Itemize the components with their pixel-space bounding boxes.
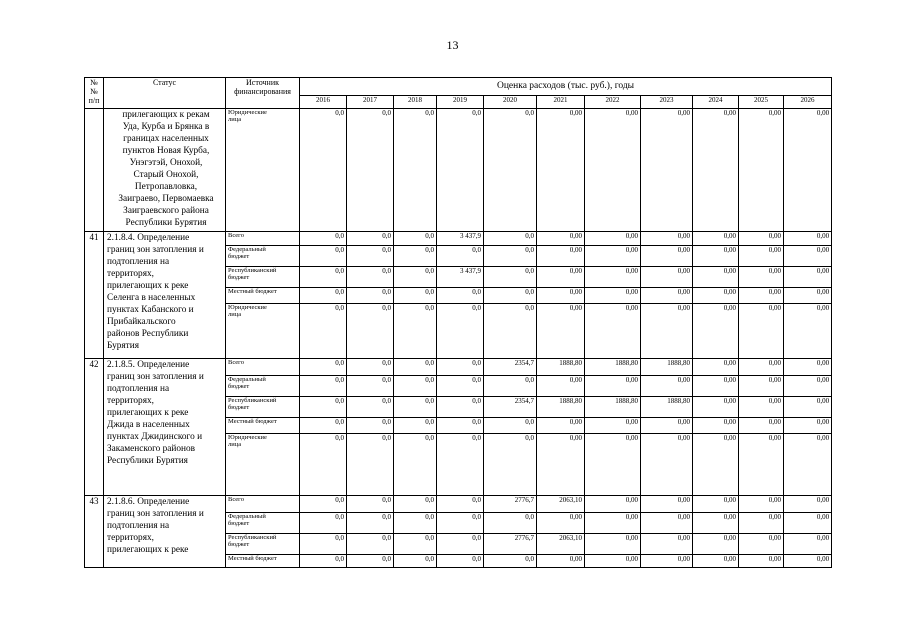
funding-source: Юридические лица: [226, 434, 300, 496]
cost-cell-2020: 2354,7: [484, 397, 537, 418]
cost-cell-2019: 0,0: [437, 304, 484, 359]
cost-cell-2026: 0,00: [784, 232, 832, 246]
cost-cell-2021: 0,00: [537, 513, 585, 534]
cost-cell-2022: 0,00: [585, 109, 641, 232]
cost-cell-2025: 0,00: [739, 434, 784, 496]
cost-cell-2016: 0,0: [300, 288, 347, 304]
cost-cell-2022: 0,00: [585, 513, 641, 534]
year-header-2024: 2024: [693, 95, 739, 108]
cost-cell-2022: 1888,80: [585, 397, 641, 418]
cost-cell-2016: 0,0: [300, 109, 347, 232]
cost-cell-2024: 0,00: [693, 397, 739, 418]
cost-cell-2024: 0,00: [693, 109, 739, 232]
cost-cell-2022: 0,00: [585, 304, 641, 359]
cost-cell-2023: 0,00: [641, 418, 693, 434]
cost-cell-2024: 0,00: [693, 288, 739, 304]
cost-cell-2022: 0,00: [585, 555, 641, 568]
cost-cell-2026: 0,00: [784, 267, 832, 288]
funding-source: Всего: [226, 232, 300, 246]
cost-cell-2021: 0,00: [537, 376, 585, 397]
cost-cell-2018: 0,0: [394, 397, 437, 418]
cost-cell-2019: 0,0: [437, 376, 484, 397]
table-row: [85, 359, 832, 376]
table-body: [85, 109, 832, 568]
cost-cell-2025: 0,00: [739, 232, 784, 246]
cost-cell-2023: 1888,80: [641, 359, 693, 376]
cost-cell-2024: 0,00: [693, 267, 739, 288]
funding-source: Республиканский бюджет: [226, 267, 300, 288]
cost-cell-2020: 0,0: [484, 246, 537, 267]
cost-cell-2021: 0,00: [537, 555, 585, 568]
funding-source: Республиканский бюджет: [226, 534, 300, 555]
col-header-no: № № п/п: [85, 78, 104, 109]
cost-cell-2023: 0,00: [641, 434, 693, 496]
col-header-cost: Оценка расходов (тыс. руб.), годы: [300, 78, 832, 96]
cost-cell-2020: 2354,7: [484, 359, 537, 376]
cost-cell-2025: 0,00: [739, 288, 784, 304]
cost-cell-2020: 0,0: [484, 376, 537, 397]
year-header-2023: 2023: [641, 95, 693, 108]
cost-cell-2026: 0,00: [784, 555, 832, 568]
cost-cell-2025: 0,00: [739, 397, 784, 418]
cost-cell-2026: 0,00: [784, 359, 832, 376]
cost-cell-2021: 0,00: [537, 418, 585, 434]
cost-cell-2021: 2063,10: [537, 496, 585, 513]
cost-cell-2017: 0,0: [347, 232, 394, 246]
year-header-2019: 2019: [437, 95, 484, 108]
cost-cell-2019: 0,0: [437, 555, 484, 568]
cost-cell-2017: 0,0: [347, 397, 394, 418]
cost-cell-2025: 0,00: [739, 534, 784, 555]
cost-cell-2025: 0,00: [739, 359, 784, 376]
cost-cell-2016: 0,0: [300, 434, 347, 496]
cost-cell-2016: 0,0: [300, 376, 347, 397]
cost-cell-2019: 0,0: [437, 288, 484, 304]
cost-cell-2021: 1888,80: [537, 397, 585, 418]
cost-cell-2021: 0,00: [537, 304, 585, 359]
year-header-2018: 2018: [394, 95, 437, 108]
cost-cell-2022: 1888,80: [585, 359, 641, 376]
cost-cell-2023: 0,00: [641, 109, 693, 232]
cost-cell-2018: 0,0: [394, 304, 437, 359]
row-number: 41: [85, 232, 104, 359]
funding-source: Местный бюджет: [226, 418, 300, 434]
cost-cell-2019: 3 437,9: [437, 267, 484, 288]
cost-cell-2017: 0,0: [347, 376, 394, 397]
row-number: 42: [85, 359, 104, 496]
cost-cell-2017: 0,0: [347, 246, 394, 267]
cost-cell-2018: 0,0: [394, 288, 437, 304]
cost-cell-2017: 0,0: [347, 418, 394, 434]
cost-cell-2024: 0,00: [693, 304, 739, 359]
cost-cell-2023: 0,00: [641, 304, 693, 359]
cost-cell-2026: 0,00: [784, 496, 832, 513]
cost-cell-2022: 0,00: [585, 232, 641, 246]
cost-cell-2025: 0,00: [739, 246, 784, 267]
cost-cell-2017: 0,0: [347, 267, 394, 288]
row-status: 2.1.8.4. Определение границ зон затопления и подтопления на территорях, прилегающих к реке Селенга в населенных пунктах Кабанского и Прибайкальского районов Республики Бурятия: [104, 232, 226, 359]
cost-cell-2018: 0,0: [394, 434, 437, 496]
funding-source: Республиканский бюджет: [226, 397, 300, 418]
cost-cell-2023: 0,00: [641, 232, 693, 246]
cost-cell-2021: 1888,80: [537, 359, 585, 376]
row-status: прилегающих к рекам Уда, Курба и Брянка в границах населенных пунктов Новая Курба, Унэгэтэй, Онохой, Старый Онохой, Петропавловка, Заиграево, Первомаевка Заиграевского района Республики Бурятия: [104, 109, 226, 232]
cost-cell-2016: 0,0: [300, 359, 347, 376]
year-header-2022: 2022: [585, 95, 641, 108]
funding-source: Всего: [226, 496, 300, 513]
cost-cell-2025: 0,00: [739, 418, 784, 434]
cost-cell-2020: 0,0: [484, 109, 537, 232]
table-row: [85, 496, 832, 513]
cost-cell-2017: 0,0: [347, 288, 394, 304]
cost-cell-2024: 0,00: [693, 434, 739, 496]
cost-cell-2022: 0,00: [585, 267, 641, 288]
cost-cell-2016: 0,0: [300, 304, 347, 359]
cost-cell-2025: 0,00: [739, 555, 784, 568]
funding-source: Федеральный бюджет: [226, 513, 300, 534]
cost-cell-2025: 0,00: [739, 513, 784, 534]
cost-cell-2025: 0,00: [739, 109, 784, 232]
cost-cell-2017: 0,0: [347, 496, 394, 513]
cost-cell-2018: 0,0: [394, 534, 437, 555]
cost-cell-2018: 0,0: [394, 232, 437, 246]
funding-source: Федеральный бюджет: [226, 376, 300, 397]
cost-cell-2023: 0,00: [641, 555, 693, 568]
cost-cell-2024: 0,00: [693, 513, 739, 534]
cost-cell-2025: 0,00: [739, 304, 784, 359]
year-header-2016: 2016: [300, 95, 347, 108]
cost-cell-2016: 0,0: [300, 534, 347, 555]
cost-cell-2021: 0,00: [537, 246, 585, 267]
cost-cell-2026: 0,00: [784, 534, 832, 555]
cost-cell-2020: 0,0: [484, 418, 537, 434]
cost-cell-2020: 0,0: [484, 555, 537, 568]
cost-cell-2019: 0,0: [437, 246, 484, 267]
cost-cell-2020: 0,0: [484, 267, 537, 288]
cost-cell-2022: 0,00: [585, 496, 641, 513]
cost-cell-2020: 0,0: [484, 288, 537, 304]
cost-cell-2026: 0,00: [784, 513, 832, 534]
cost-cell-2018: 0,0: [394, 496, 437, 513]
cost-cell-2016: 0,0: [300, 246, 347, 267]
cost-cell-2019: 0,0: [437, 109, 484, 232]
year-header-2020: 2020: [484, 95, 537, 108]
funding-source: Юридические лица: [226, 304, 300, 359]
cost-cell-2017: 0,0: [347, 513, 394, 534]
budget-table: [84, 77, 832, 568]
cost-cell-2024: 0,00: [693, 534, 739, 555]
cost-cell-2019: 0,0: [437, 418, 484, 434]
cost-cell-2016: 0,0: [300, 513, 347, 534]
cost-cell-2017: 0,0: [347, 109, 394, 232]
row-status: 2.1.8.5. Определение границ зон затопления и подтопления на территорях, прилегающих к реке Джида в населенных пунктах Джидинского и Закаменского районов Республики Бурятия: [104, 359, 226, 496]
cost-cell-2024: 0,00: [693, 496, 739, 513]
cost-cell-2023: 0,00: [641, 534, 693, 555]
table-row: [85, 109, 832, 232]
cost-cell-2018: 0,0: [394, 267, 437, 288]
funding-source: Местный бюджет: [226, 288, 300, 304]
cost-cell-2024: 0,00: [693, 359, 739, 376]
cost-cell-2023: 0,00: [641, 513, 693, 534]
cost-cell-2017: 0,0: [347, 555, 394, 568]
cost-cell-2019: 0,0: [437, 397, 484, 418]
cost-cell-2018: 0,0: [394, 513, 437, 534]
funding-source: Юридические лица: [226, 109, 300, 232]
cost-cell-2019: 0,0: [437, 534, 484, 555]
cost-cell-2020: 0,0: [484, 434, 537, 496]
cost-cell-2017: 0,0: [347, 359, 394, 376]
cost-cell-2024: 0,00: [693, 555, 739, 568]
col-header-source: Источник финансирования: [226, 78, 300, 109]
table-row: [85, 232, 832, 246]
cost-cell-2026: 0,00: [784, 397, 832, 418]
cost-cell-2022: 0,00: [585, 376, 641, 397]
cost-cell-2026: 0,00: [784, 109, 832, 232]
cost-cell-2016: 0,0: [300, 555, 347, 568]
cost-cell-2021: 0,00: [537, 434, 585, 496]
year-header-2025: 2025: [739, 95, 784, 108]
year-header-2017: 2017: [347, 95, 394, 108]
cost-cell-2024: 0,00: [693, 418, 739, 434]
cost-cell-2021: 0,00: [537, 288, 585, 304]
cost-cell-2018: 0,0: [394, 246, 437, 267]
cost-cell-2019: 3 437,9: [437, 232, 484, 246]
cost-cell-2020: 0,0: [484, 304, 537, 359]
cost-cell-2024: 0,00: [693, 246, 739, 267]
cost-cell-2023: 0,00: [641, 496, 693, 513]
cost-cell-2018: 0,0: [394, 376, 437, 397]
row-status: 2.1.8.6. Определение границ зон затопления и подтопления на территорях, прилегающих к реке: [104, 496, 226, 568]
cost-cell-2022: 0,00: [585, 418, 641, 434]
cost-cell-2025: 0,00: [739, 496, 784, 513]
cost-cell-2023: 0,00: [641, 246, 693, 267]
year-header-2026: 2026: [784, 95, 832, 108]
cost-cell-2021: 0,00: [537, 267, 585, 288]
cost-cell-2016: 0,0: [300, 418, 347, 434]
cost-cell-2017: 0,0: [347, 304, 394, 359]
funding-source: Местный бюджет: [226, 555, 300, 568]
cost-cell-2026: 0,00: [784, 288, 832, 304]
cost-cell-2018: 0,0: [394, 555, 437, 568]
cost-cell-2022: 0,00: [585, 246, 641, 267]
cost-cell-2017: 0,0: [347, 534, 394, 555]
cost-cell-2016: 0,0: [300, 232, 347, 246]
cost-cell-2019: 0,0: [437, 359, 484, 376]
cost-cell-2026: 0,00: [784, 376, 832, 397]
cost-cell-2024: 0,00: [693, 376, 739, 397]
cost-cell-2025: 0,00: [739, 267, 784, 288]
cost-cell-2017: 0,0: [347, 434, 394, 496]
row-number: [85, 109, 104, 232]
cost-cell-2018: 0,0: [394, 109, 437, 232]
cost-cell-2026: 0,00: [784, 434, 832, 496]
cost-cell-2018: 0,0: [394, 359, 437, 376]
cost-cell-2026: 0,00: [784, 304, 832, 359]
cost-cell-2016: 0,0: [300, 397, 347, 418]
cost-cell-2020: 0,0: [484, 513, 537, 534]
cost-cell-2023: 1888,80: [641, 397, 693, 418]
cost-cell-2020: 2776,7: [484, 534, 537, 555]
cost-cell-2020: 2776,7: [484, 496, 537, 513]
col-header-status: Статус: [104, 78, 226, 109]
cost-cell-2021: 0,00: [537, 109, 585, 232]
cost-cell-2022: 0,00: [585, 288, 641, 304]
cost-cell-2024: 0,00: [693, 232, 739, 246]
year-header-2021: 2021: [537, 95, 585, 108]
cost-cell-2022: 0,00: [585, 434, 641, 496]
cost-cell-2025: 0,00: [739, 376, 784, 397]
funding-source: Всего: [226, 359, 300, 376]
cost-cell-2021: 0,00: [537, 232, 585, 246]
cost-cell-2019: 0,0: [437, 496, 484, 513]
cost-cell-2023: 0,00: [641, 376, 693, 397]
cost-cell-2016: 0,0: [300, 267, 347, 288]
cost-cell-2022: 0,00: [585, 534, 641, 555]
cost-cell-2023: 0,00: [641, 288, 693, 304]
row-number: 43: [85, 496, 104, 568]
cost-cell-2019: 0,0: [437, 434, 484, 496]
cost-cell-2026: 0,00: [784, 418, 832, 434]
cost-cell-2016: 0,0: [300, 496, 347, 513]
cost-cell-2019: 0,0: [437, 513, 484, 534]
funding-source: Федеральный бюджет: [226, 246, 300, 267]
cost-cell-2021: 2063,10: [537, 534, 585, 555]
page-number: 13: [446, 38, 459, 52]
cost-cell-2023: 0,00: [641, 267, 693, 288]
table-header-row: [85, 78, 832, 96]
cost-cell-2020: 0,0: [484, 232, 537, 246]
cost-cell-2026: 0,00: [784, 246, 832, 267]
cost-cell-2018: 0,0: [394, 418, 437, 434]
